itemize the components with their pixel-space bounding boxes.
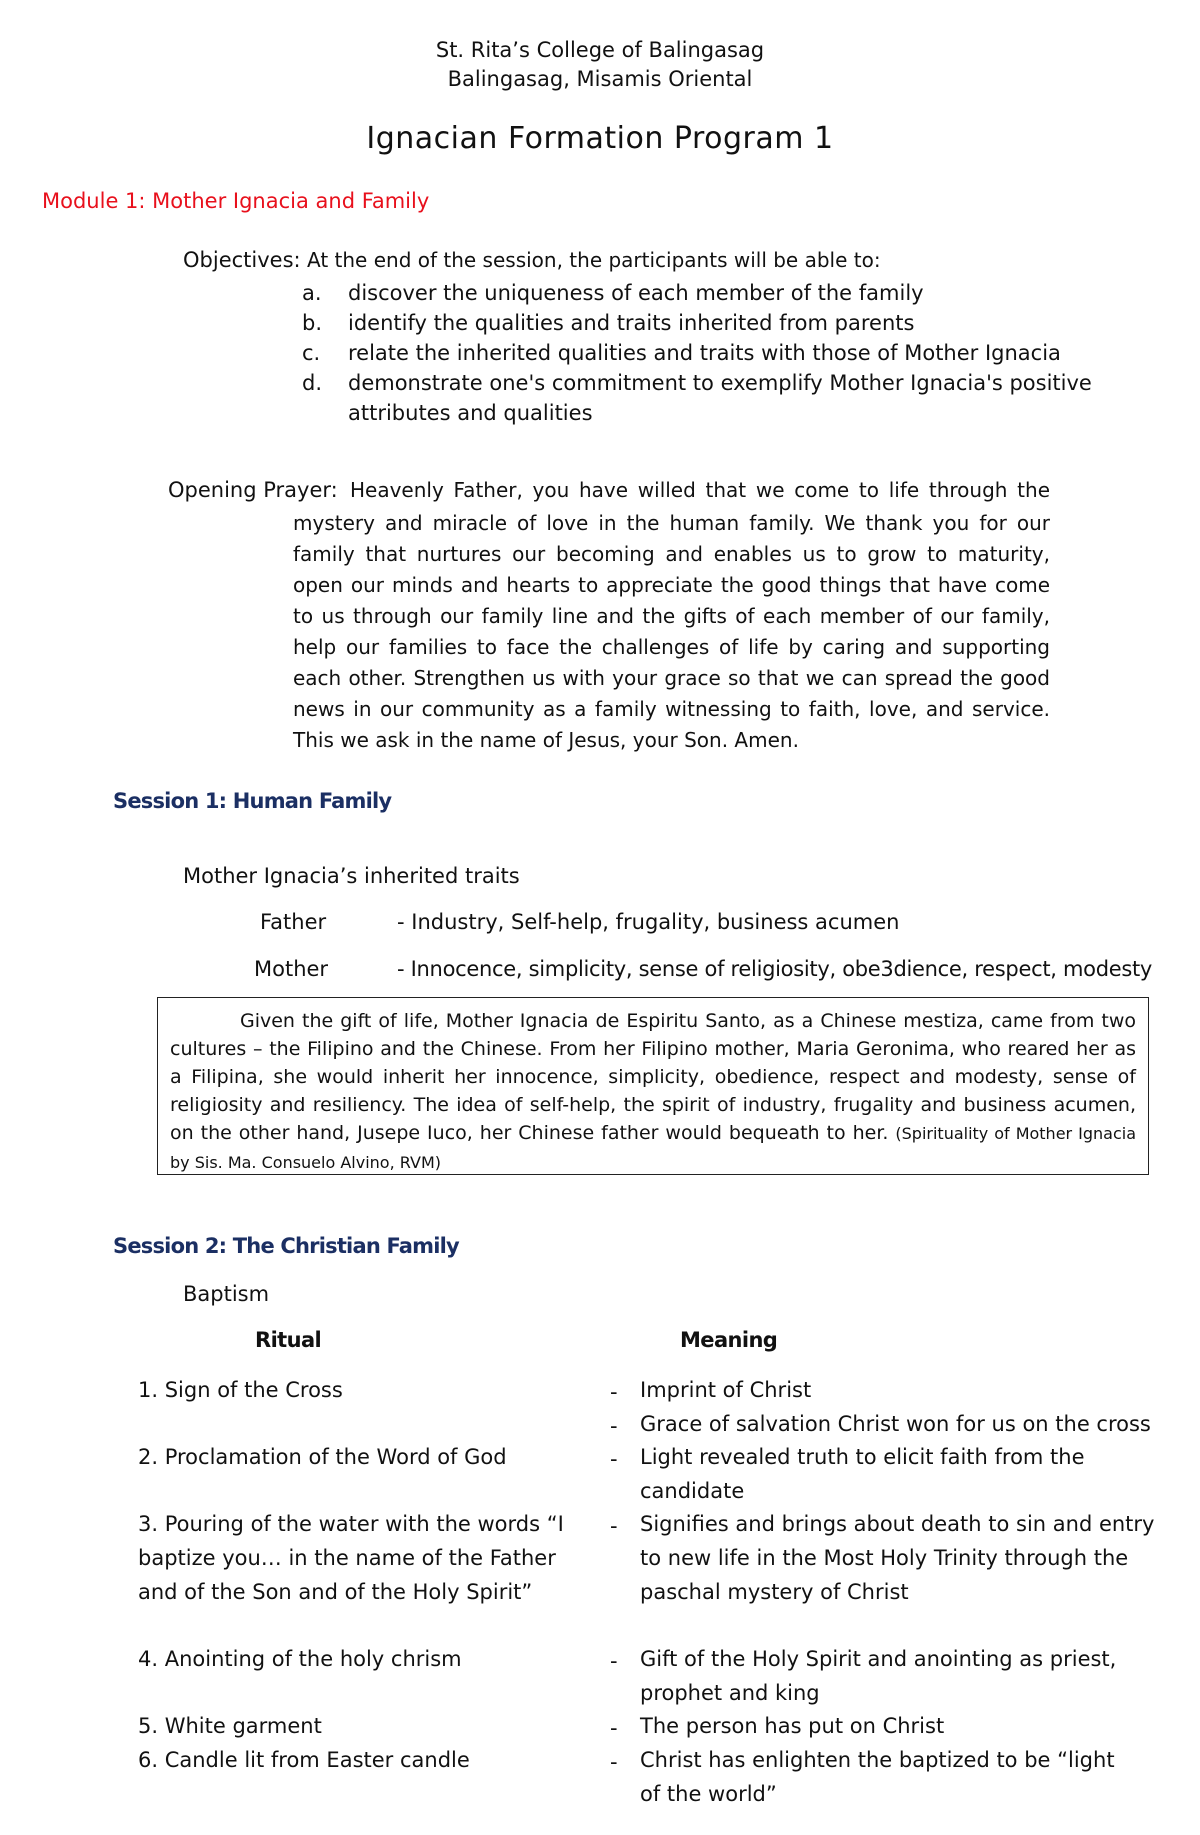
session1-heading: Session 1: Human Family (113, 789, 392, 813)
objectives-list (302, 278, 1102, 428)
objective-marker: d. (302, 371, 323, 395)
objective-text: demonstrate one's commitment to exemplify Mother Ignacia's positive attributes and qualities (348, 371, 1092, 425)
prayer-text: mystery and miracle of love in the human family. We thank you for our family that nurtures our becoming and enables us to grow to maturity, open our minds and hearts to appreciate the good things that have come to us through our family line and the gifts of each member of our family, help our families to face the challenges of life by caring and supporting each other. Strengthen us with your grace so that we can spread the good news in our community as a family witnessing to faith, love, and service. This we ask in the name of Jesus, your Son. Amen. (293, 511, 1050, 752)
meaning-item: Gift of the Holy Spirit and anointing as priest, prophet and king (640, 1647, 1117, 1705)
prayer-label: Opening Prayer: (168, 478, 338, 502)
baptism-subheading: Baptism (183, 1282, 270, 1306)
objective-item (302, 338, 1102, 368)
father-traits: - Industry, Self-help, frugality, business acumen (397, 910, 900, 934)
objectives-label: Objectives: (183, 248, 301, 272)
meaning-dash: - (610, 1514, 618, 1538)
objectives-intro: At the end of the session, the participants will be able to: (307, 248, 881, 272)
meaning-dash: - (610, 1414, 618, 1438)
ritual-item: 1. Sign of the Cross (138, 1378, 343, 1402)
meaning-dash: - (610, 1447, 618, 1471)
traits-heading: Mother Ignacia’s inherited traits (183, 864, 520, 888)
session2-heading: Session 2: The Christian Family (113, 1234, 459, 1258)
quote-box (157, 997, 1149, 1175)
mother-label: Mother (254, 957, 329, 981)
ritual-item: 2. Proclamation of the Word of God (138, 1445, 507, 1469)
school-name: St. Rita’s College of Balingasag (435, 38, 765, 62)
ritual-item: 6. Candle lit from Easter candle (138, 1748, 470, 1772)
objective-marker: c. (302, 341, 321, 365)
page-title: Ignacian Formation Program 1 (366, 121, 834, 156)
objective-text: identify the qualities and traits inherited from parents (348, 311, 915, 335)
quote-citation: (Spirituality of Mother Ignacia by Sis. Ma. Consuelo Alvino, RVM) (170, 1124, 1136, 1172)
module-heading: Module 1: Mother Ignacia and Family (42, 189, 430, 213)
objective-marker: b. (302, 311, 323, 335)
father-label: Father (260, 910, 327, 934)
ritual-column-header: Ritual (255, 1328, 322, 1352)
meaning-item: Imprint of Christ (640, 1378, 812, 1402)
quote-text: Given the gift of life, Mother Ignacia de Espiritu Santo, as a Chinese mestiza, came from two cultures – the Filipino and the Chinese. From her Filipino mother, Maria Geronima, who reared her as a Filipina, she would inherit her innocence, simplicity, obedience, respect and modesty, sense of religiosity and resiliency. The idea of self-help, the spirit of industry, frugality and business acumen, on the other hand, Jusepe Iuco, her Chinese father would bequeath to her. (170, 1010, 1136, 1144)
meaning-dash: - (610, 1380, 618, 1404)
meaning-dash: - (610, 1649, 618, 1673)
meaning-dash: - (610, 1716, 618, 1740)
ritual-item: 5. White garment (138, 1714, 322, 1738)
objective-text: relate the inherited qualities and traits with those of Mother Ignacia (348, 341, 1061, 365)
meaning-item: Light revealed truth to elicit faith from the candidate (640, 1445, 1085, 1503)
quote-paragraph (170, 1007, 1136, 1177)
objective-text: discover the uniqueness of each member of the family (348, 281, 924, 305)
objective-item (302, 278, 1102, 308)
prayer-first-line: Heavenly Father, you have willed that we come to life through the (350, 478, 1050, 502)
meaning-column-header: Meaning (680, 1328, 778, 1352)
ritual-item: 4. Anointing of the holy chrism (138, 1647, 462, 1671)
meaning-dash: - (610, 1750, 618, 1774)
objective-marker: a. (302, 281, 322, 305)
objective-item (302, 368, 1102, 428)
school-address: Balingasag, Misamis Oriental (447, 67, 753, 91)
meaning-item: Christ has enlighten the baptized to be “light of the world” (640, 1748, 1115, 1806)
meaning-item: Signifies and brings about death to sin and entry to new life in the Most Holy Trinity through the paschal mystery of Christ (640, 1512, 1155, 1604)
meaning-item: The person has put on Christ (640, 1714, 945, 1738)
meaning-item: Grace of salvation Christ won for us on the cross (640, 1412, 1151, 1436)
objective-item (302, 308, 1102, 338)
mother-traits: - Innocence, simplicity, sense of religiosity, obe3dience, respect, modesty (397, 957, 1153, 981)
ritual-item: 3. Pouring of the water with the words “I baptize you… in the name of the Father and of the Son and of the Holy Spirit” (138, 1512, 564, 1604)
